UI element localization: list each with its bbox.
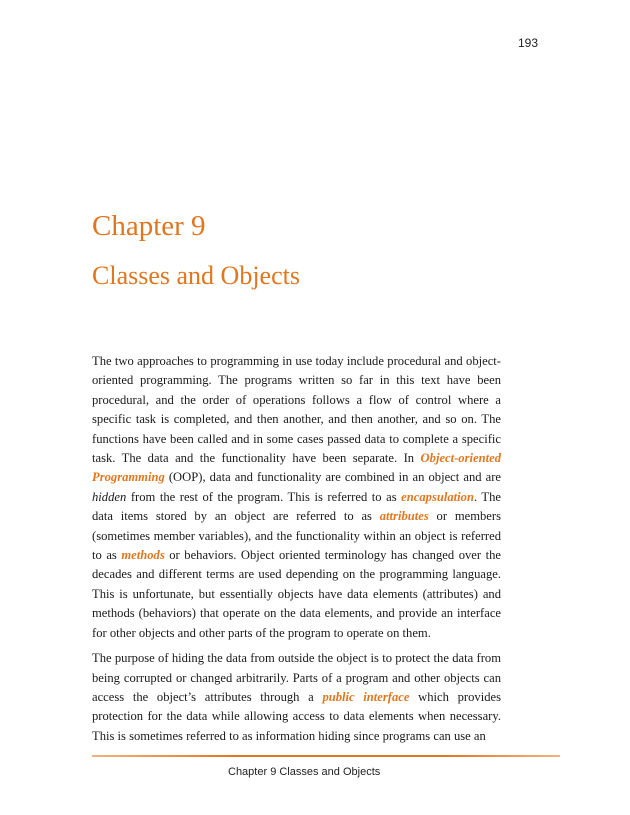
term-encapsulation: encapsulation [401,489,474,504]
paragraph-1: The two approaches to programming in use today include procedural and object-oriented programming. The programs written so far in this text have been procedural, and the order of operations follows a flow of control where a specific task is completed, and then another, and then another, and so on. The functions have been called and in some cases passed data to complete a specific task. The data and the functionality have been separate. In Object-oriented Programming (OOP), data and functionality are combined in an object and are hidden from the rest of the program. This is referred to as encapsulation. The data items stored by an object are referred to as attributes or members (sometimes member variables), and the functionality within an object is referred to as methods or behaviors. Object oriented terminology has changed over the decades and different terms are used depending on the programming language. This is unfortunate, but essentially objects have data elements (attributes) and methods (behaviors) that operate on the data elements, and provide an interface for other objects and other parts of the program to operate on them. [92,354,501,640]
term-methods: methods [121,548,165,563]
emphasis-hidden: hidden [92,489,127,504]
chapter-heading: Chapter 9 [92,210,206,242]
chapter-title: Classes and Objects [92,261,300,290]
page-number: 193 [517,36,538,50]
body-text [92,352,501,752]
term-attributes: attributes [379,509,429,524]
term-object-oriented-programming: Object-oriented Programming [92,451,501,485]
footer-chapter-label: Chapter 9 Classes and Objects [228,766,381,778]
paragraph-2: The purpose of hiding the data from outside the object is to protect the data from being corrupted or changed arbitrarily. Parts of a program and other objects can access the object’s attributes through a public interface which provides protection for the data while allowing access to data elements when necessary. This is sometimes referred to as information hiding since programs can use an [92,651,501,743]
term-public-interface: public interface [322,689,410,704]
footer-divider [92,755,560,757]
